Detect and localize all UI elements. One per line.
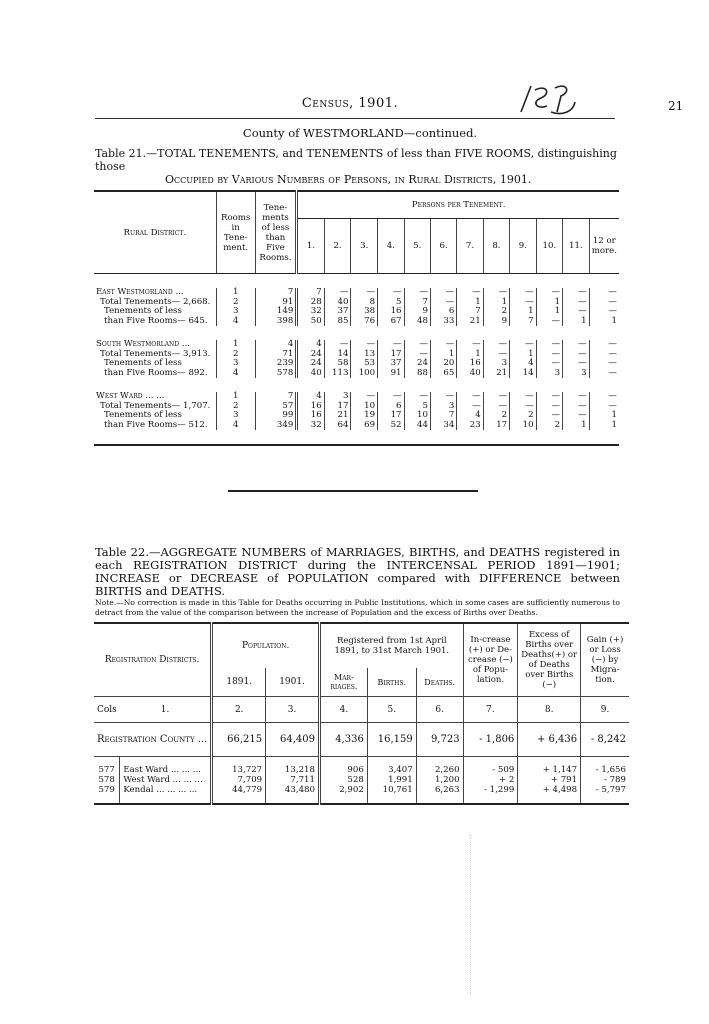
t21-tenements: 7 — [255, 392, 297, 402]
t21-cell: — — [563, 298, 590, 308]
t21-cell: — — [378, 340, 404, 350]
t22-cell: 3,407 — [367, 757, 416, 776]
spacer-row — [94, 274, 619, 289]
t21-cell: 5 — [404, 402, 430, 412]
t21-cell: — — [510, 288, 536, 298]
t22-col-number: 6. — [416, 697, 463, 723]
t21-cell: 5 — [378, 298, 404, 308]
t22-row-number: 579 — [98, 785, 115, 795]
t22-cell: + 1,147 — [518, 757, 581, 776]
t21-tenements: 239 — [255, 359, 297, 369]
t22-cell: 2,902 — [320, 785, 368, 804]
t21-cell: 17 — [378, 411, 404, 421]
t22-district-name: Kendal ... ... ... ... — [120, 785, 212, 804]
t21-cell: — — [536, 288, 563, 298]
t21-cell: 69 — [351, 421, 378, 431]
table-row — [94, 421, 619, 431]
t21-cell: 21 — [457, 317, 483, 327]
t21-district-line: East Westmorland ... — [96, 287, 184, 297]
t22-cell: 43,480 — [266, 785, 320, 804]
t21-cell: 16 — [457, 359, 483, 369]
t21-cell: — — [404, 350, 430, 360]
t21-rooms: 2 — [216, 402, 255, 412]
t21-cell: 48 — [404, 317, 430, 327]
t21-cell: 9 — [404, 307, 430, 317]
t21-cell: — — [404, 288, 430, 298]
t21-cell: 1 — [510, 350, 536, 360]
t21-tenements: 149 — [255, 307, 297, 317]
t21-district-line: than Five Rooms— 645. — [104, 315, 208, 326]
t21-cell: 14 — [510, 369, 536, 379]
t21-tenements: 4 — [255, 340, 297, 350]
t21-cell: — — [536, 392, 563, 402]
t21-col-rooms: Rooms in Tene-ment. — [216, 191, 255, 274]
t22-sub-1891: 1891. — [212, 668, 266, 697]
t21-cell: — — [589, 340, 619, 350]
page-title: Census, 1901. — [301, 96, 399, 111]
t21-cell: — — [510, 392, 536, 402]
t22-col-number: 7. — [463, 697, 518, 723]
t21-person-col: 11. — [563, 219, 590, 274]
t22-row-number: 577 — [98, 765, 115, 775]
t22-district-name: East Ward ... ... ... — [120, 757, 212, 776]
t22-col-gain: Gain (+) or Loss (−) by Migra-tion. — [581, 623, 629, 697]
t21-cell: 2 — [510, 411, 536, 421]
t21-cell: — — [324, 340, 351, 350]
t21-cell: — — [536, 340, 563, 350]
spacer-row — [94, 326, 619, 340]
t21-cell: 65 — [430, 369, 456, 379]
t21-cell: — — [536, 359, 563, 369]
t22-col-registered: Registered from 1st April 1891, to 31st March 1901. — [320, 623, 464, 668]
t22-county-cell: + 6,436 — [518, 723, 581, 757]
t22-cell: 1,200 — [416, 775, 463, 785]
t21-col-tenements: Tene-ments of less than Five Rooms. — [255, 191, 297, 274]
t21-district-line: than Five Rooms— 512. — [104, 419, 208, 430]
t21-cell: 24 — [297, 350, 324, 360]
t21-rooms: 1 — [216, 288, 255, 298]
t22-col-number: 8. — [518, 697, 581, 723]
t21-cell: 3 — [483, 359, 509, 369]
t21-cell: 1 — [483, 298, 509, 308]
t21-cell: — — [351, 340, 378, 350]
t21-cell: 40 — [457, 369, 483, 379]
t21-cell: — — [404, 340, 430, 350]
t21-cell: 1 — [589, 421, 619, 431]
t21-cell: — — [510, 402, 536, 412]
t21-cell: — — [510, 298, 536, 308]
table22-note: Note.—No correction is made in this Table for Deaths occurring in Public Institutions, which in some cases are sufficiently numerous to detract from the value of the comparison between the increase of Population and the excess of Births over Deaths. — [95, 598, 620, 617]
t21-rooms: 4 — [216, 369, 255, 379]
t21-cell: 2 — [483, 411, 509, 421]
t21-district-line: Total Tenements— 1,707. — [100, 400, 211, 411]
spacer-row — [94, 430, 619, 445]
t21-cell: 7 — [510, 317, 536, 327]
t21-cell: 17 — [483, 421, 509, 431]
t21-person-col: 12 or more. — [589, 219, 619, 274]
table22-caption: Table 22.—AGGREGATE NUMBERS of MARRIAGES, BIRTHS, and DEATHS registered in each REGISTRATION DISTRICT during the INTERCENSAL PERIOD 1891—1901; INCREASE or DECREASE of POPULATION compared with DIFFERENCE between BIRTHS and DEATHS. — [95, 545, 620, 598]
t21-cell: 1 — [430, 350, 456, 360]
page-number: 21 — [668, 99, 684, 113]
t21-cell: — — [430, 288, 456, 298]
t21-cell: — — [378, 288, 404, 298]
section-divider — [228, 490, 478, 492]
t21-cell: 44 — [404, 421, 430, 431]
t21-person-col: 3. — [351, 219, 378, 274]
t22-county-cell: 16,159 — [367, 723, 416, 757]
t22-col-population: Population. — [212, 623, 320, 668]
t21-cell: — — [589, 359, 619, 369]
t21-cell: — — [404, 392, 430, 402]
t21-cell: 3 — [563, 369, 590, 379]
t21-cell: 1 — [589, 317, 619, 327]
table21 — [94, 190, 619, 446]
t22-sub-1901: 1901. — [266, 668, 320, 697]
t21-cell: 14 — [324, 350, 351, 360]
t21-cell: 37 — [324, 307, 351, 317]
t21-cell: — — [457, 402, 483, 412]
t21-tenements: 349 — [255, 421, 297, 431]
t21-cell: 38 — [351, 307, 378, 317]
t21-cell: — — [324, 288, 351, 298]
t21-cell: 1 — [457, 298, 483, 308]
table21-caption: Table 21.—TOTAL TENEMENTS, and TENEMENTS of less than FIVE ROOMS, distinguishing those Occupied by Various Numbers of Persons, in Rural Districts, 1901. — [95, 147, 617, 186]
t21-cell: 10 — [351, 402, 378, 412]
t21-cell: 6 — [378, 402, 404, 412]
table22-header-row-1 — [94, 623, 629, 668]
t22-cell: - 789 — [581, 775, 629, 785]
t21-cell: 7 — [430, 411, 456, 421]
t21-cell: 4 — [510, 359, 536, 369]
t21-cell: — — [563, 359, 590, 369]
t21-cell: 40 — [297, 369, 324, 379]
t21-cell: 2 — [536, 421, 563, 431]
t21-cell: 24 — [404, 359, 430, 369]
t21-cell: — — [563, 288, 590, 298]
t22-county-cell: 4,336 — [320, 723, 368, 757]
t21-person-col: 2. — [324, 219, 351, 274]
t21-cell: 10 — [510, 421, 536, 431]
t22-county-cell: - 1,806 — [463, 723, 518, 757]
t21-cell: 16 — [297, 402, 324, 412]
t21-cell: — — [483, 288, 509, 298]
t22-cell: 2,260 — [416, 757, 463, 776]
t21-cell: — — [589, 369, 619, 379]
t21-cell: — — [536, 350, 563, 360]
faint-marks — [470, 835, 531, 995]
t21-col-district: Rural District. — [94, 191, 216, 274]
t21-person-col: 6. — [430, 219, 456, 274]
t21-cell: 1 — [589, 411, 619, 421]
t21-cell: 4 — [297, 340, 324, 350]
t21-cell: 6 — [430, 307, 456, 317]
t22-row-number: 578 — [98, 775, 115, 785]
t21-rooms: 3 — [216, 411, 255, 421]
t22-cell: 528 — [320, 775, 368, 785]
t21-cell: 7 — [457, 307, 483, 317]
t21-district-line: Total Tenements— 3,913. — [100, 348, 211, 359]
t21-cell: — — [430, 298, 456, 308]
t21-cell: — — [589, 402, 619, 412]
t22-sub-marriages: Mar-riages. — [320, 668, 368, 697]
t22-county-cell: 66,215 — [212, 723, 266, 757]
t21-cell: 17 — [324, 402, 351, 412]
t21-cell: 17 — [378, 350, 404, 360]
t21-cell: 53 — [351, 359, 378, 369]
t21-cell: — — [483, 340, 509, 350]
t22-cell: - 1,656 — [581, 757, 629, 776]
t21-tenements: 7 — [255, 288, 297, 298]
t21-district-line: South Westmorland ... — [96, 339, 191, 349]
handwritten-number — [517, 82, 577, 118]
t21-cell: 10 — [404, 411, 430, 421]
t21-district-line: West Ward ... ... — [96, 391, 165, 401]
t21-cell: 32 — [297, 307, 324, 317]
t21-cell: 2 — [483, 307, 509, 317]
t21-cell: — — [589, 350, 619, 360]
t21-cell: — — [351, 288, 378, 298]
t21-cell: 1 — [536, 307, 563, 317]
t21-cell: 24 — [297, 359, 324, 369]
t21-cell: — — [536, 411, 563, 421]
t21-cell: — — [536, 402, 563, 412]
t22-sub-births: Births. — [367, 668, 416, 697]
t22-district-name: West Ward ... ... ... — [120, 775, 212, 785]
t21-cell: 88 — [404, 369, 430, 379]
t21-cell: — — [589, 288, 619, 298]
t21-cell: — — [483, 350, 509, 360]
table21-body — [94, 274, 619, 446]
t21-cell: 58 — [324, 359, 351, 369]
t21-cell: — — [510, 340, 536, 350]
t21-cell: 19 — [351, 411, 378, 421]
t21-district-line: Tenements of less — [104, 410, 182, 420]
t21-cell: 64 — [324, 421, 351, 431]
t21-cell: — — [589, 307, 619, 317]
t21-cell: 1 — [563, 317, 590, 327]
header-rule — [95, 118, 615, 119]
table22-body — [94, 697, 629, 805]
t21-cell: 1 — [563, 421, 590, 431]
t22-cell: 10,761 — [367, 785, 416, 804]
t21-cell: — — [430, 340, 456, 350]
t21-cell: 67 — [378, 317, 404, 327]
table22 — [94, 622, 629, 805]
t21-cell: — — [483, 402, 509, 412]
t22-cell: - 1,299 — [463, 785, 518, 804]
t22-col-number: 1. — [120, 697, 212, 723]
t22-col-excess: Excess of Births over Deaths(+) or of Deaths over Births (−) — [518, 623, 581, 697]
t21-cell: — — [563, 392, 590, 402]
t22-cell: + 4,498 — [518, 785, 581, 804]
t21-cell: 32 — [297, 421, 324, 431]
t21-cell: — — [563, 307, 590, 317]
t21-cell: 4 — [297, 392, 324, 402]
t21-cell: 85 — [324, 317, 351, 327]
t21-tenements: 99 — [255, 411, 297, 421]
t21-cell: 7 — [297, 288, 324, 298]
t22-cell: 44,779 — [212, 785, 266, 804]
t21-cell: 3 — [324, 392, 351, 402]
t21-district-line: than Five Rooms— 892. — [104, 367, 208, 378]
t21-district-line: Total Tenements— 2,668. — [100, 296, 211, 307]
t22-cell: 7,711 — [266, 775, 320, 785]
t22-county-cell: 64,409 — [266, 723, 320, 757]
table-row — [94, 785, 629, 804]
t22-col-number: 4. — [320, 697, 368, 723]
t21-cell: 1 — [536, 298, 563, 308]
t22-cell: - 509 — [463, 757, 518, 776]
t21-rooms: 3 — [216, 307, 255, 317]
t21-tenements: 57 — [255, 402, 297, 412]
t21-cell: 7 — [404, 298, 430, 308]
t21-cell: 3 — [430, 402, 456, 412]
t22-cell: + 791 — [518, 775, 581, 785]
t21-cell: — — [563, 402, 590, 412]
t21-cell: 1 — [510, 307, 536, 317]
t21-cell: 91 — [378, 369, 404, 379]
t21-cell: 23 — [457, 421, 483, 431]
t21-cell: 13 — [351, 350, 378, 360]
t21-rooms: 4 — [216, 421, 255, 431]
t21-rooms: 3 — [216, 359, 255, 369]
t21-cell: 20 — [430, 359, 456, 369]
t21-tenements: 578 — [255, 369, 297, 379]
t22-county-cell: - 8,242 — [581, 723, 629, 757]
t22-col-increase: In-crease (+) or De-crease (−) of Popu-lation. — [463, 623, 518, 697]
t21-cell: — — [378, 392, 404, 402]
t22-county-cell: Registration County ... — [94, 723, 212, 757]
t21-cell: 40 — [324, 298, 351, 308]
t21-cell: 21 — [483, 369, 509, 379]
t21-tenements: 71 — [255, 350, 297, 360]
t21-person-col: 7. — [457, 219, 483, 274]
t21-cell: 3 — [536, 369, 563, 379]
t22-col-districts: Registration Districts. — [94, 623, 212, 697]
t22-cell: 13,218 — [266, 757, 320, 776]
t21-rooms: 4 — [216, 317, 255, 327]
t22-cell: 7,709 — [212, 775, 266, 785]
county-row — [94, 723, 629, 757]
t21-cell: — — [589, 298, 619, 308]
t21-cell: — — [563, 340, 590, 350]
t22-col-number: 5. — [367, 697, 416, 723]
column-numbers-row — [94, 697, 629, 723]
t21-person-col: 8. — [483, 219, 509, 274]
county-heading: County of WESTMORLAND—continued. — [242, 126, 478, 140]
t21-cell: — — [457, 340, 483, 350]
t21-cell: — — [351, 392, 378, 402]
t21-cell: 21 — [324, 411, 351, 421]
table-row — [94, 775, 629, 785]
t21-cell: — — [457, 392, 483, 402]
t22-col-number: 2. — [212, 697, 266, 723]
t21-district-line: Tenements of less — [104, 306, 182, 316]
t21-cell: 33 — [430, 317, 456, 327]
t22-cell: 906 — [320, 757, 368, 776]
t21-rooms: 1 — [216, 392, 255, 402]
t22-col-number: Cols — [94, 697, 120, 723]
t22-col-number: 9. — [581, 697, 629, 723]
t22-cell: 1,991 — [367, 775, 416, 785]
t22-cell: 6,263 — [416, 785, 463, 804]
t21-cell: 4 — [457, 411, 483, 421]
t22-sub-deaths: Deaths. — [416, 668, 463, 697]
t21-person-col: 5. — [404, 219, 430, 274]
t21-cell: — — [430, 392, 456, 402]
t22-col-number: 3. — [266, 697, 320, 723]
t21-cell: — — [563, 350, 590, 360]
table-row — [94, 369, 619, 379]
t21-col-persons: Persons per Tenement. — [297, 191, 619, 219]
table-row — [94, 757, 629, 776]
t22-cell: + 2 — [463, 775, 518, 785]
spacer-row — [94, 378, 619, 392]
t21-rooms: 2 — [216, 298, 255, 308]
t21-cell: 8 — [351, 298, 378, 308]
table-row — [94, 317, 619, 327]
t21-rooms: 1 — [216, 340, 255, 350]
t21-cell: 34 — [430, 421, 456, 431]
t22-county-cell: 9,723 — [416, 723, 463, 757]
t21-district-line: Tenements of less — [104, 358, 182, 368]
t21-tenements: 398 — [255, 317, 297, 327]
t22-cell: - 5,797 — [581, 785, 629, 804]
t21-cell: — — [536, 317, 563, 327]
t21-cell: — — [457, 288, 483, 298]
t21-cell: 37 — [378, 359, 404, 369]
t21-cell: 9 — [483, 317, 509, 327]
t21-cell: 76 — [351, 317, 378, 327]
t21-cell: 113 — [324, 369, 351, 379]
t21-cell: 16 — [378, 307, 404, 317]
t21-cell: — — [563, 411, 590, 421]
t21-cell: 100 — [351, 369, 378, 379]
t21-cell: — — [589, 392, 619, 402]
t21-cell: 28 — [297, 298, 324, 308]
t21-cell: — — [483, 392, 509, 402]
t21-person-col: 1. — [297, 219, 324, 274]
t21-person-col: 10. — [536, 219, 563, 274]
t21-cell: 1 — [457, 350, 483, 360]
t21-person-col: 9. — [510, 219, 536, 274]
t21-person-col: 4. — [378, 219, 404, 274]
t21-tenements: 91 — [255, 298, 297, 308]
table21-header-row — [94, 191, 619, 219]
t21-cell: 50 — [297, 317, 324, 327]
t22-cell: 13,727 — [212, 757, 266, 776]
t21-cell: 52 — [378, 421, 404, 431]
t21-cell: 16 — [297, 411, 324, 421]
t21-rooms: 2 — [216, 350, 255, 360]
